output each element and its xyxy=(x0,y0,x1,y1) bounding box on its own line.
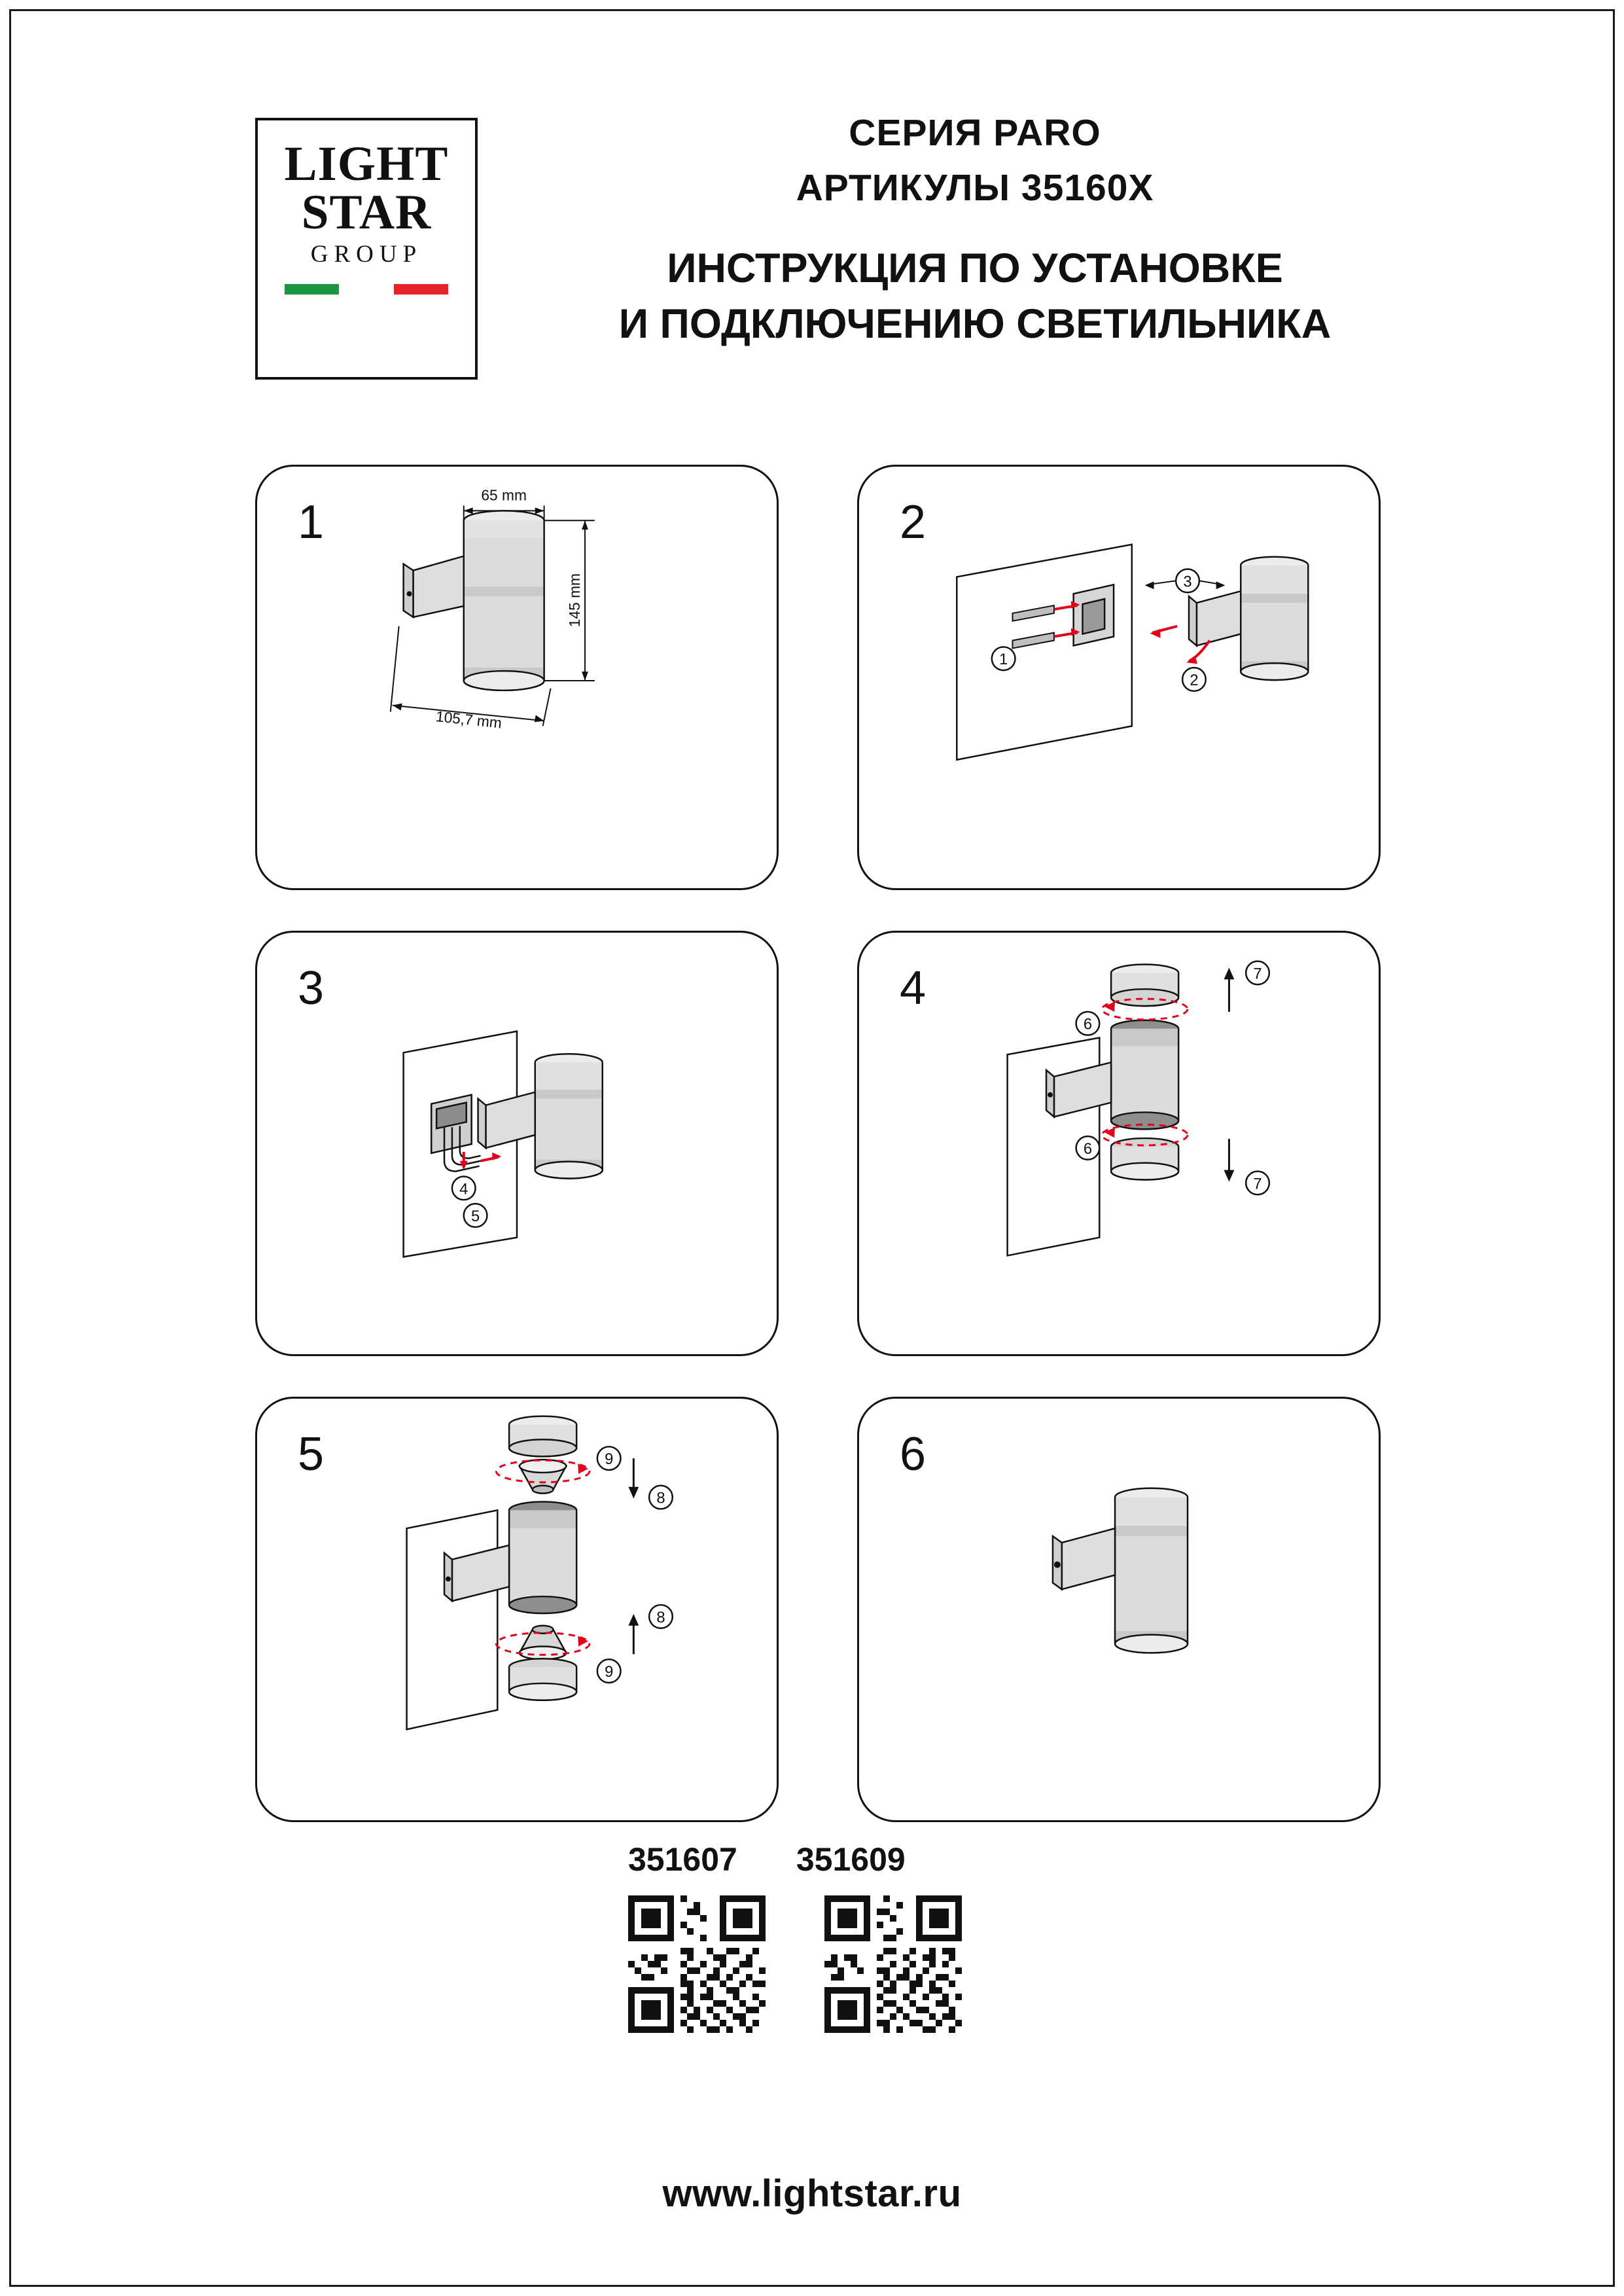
callout-3: 3 xyxy=(1183,573,1192,591)
callout-4: 4 xyxy=(459,1180,468,1198)
logo-line-2: STAR xyxy=(301,185,432,240)
step-4-figure xyxy=(859,933,1379,1354)
product-code-2: 351609 xyxy=(796,1841,906,1878)
document-title-line-2: И ПОДКЛЮЧЕНИЮ СВЕТИЛЬНИКА xyxy=(618,300,1332,347)
qr-code-351607[interactable] xyxy=(628,1895,766,2033)
qr-code-351609[interactable] xyxy=(824,1895,962,2033)
document-header xyxy=(255,111,1381,393)
callout-7-top: 7 xyxy=(1253,965,1262,983)
product-code-1: 351607 xyxy=(628,1841,737,1878)
callout-1: 1 xyxy=(999,651,1008,669)
steps-row-1 xyxy=(255,465,1381,890)
callout-8-top: 8 xyxy=(656,1489,665,1507)
steps-row-3 xyxy=(255,1397,1381,1822)
callout-2: 2 xyxy=(1190,671,1199,689)
steps-grid xyxy=(255,465,1381,1863)
step-card-5 xyxy=(255,1397,779,1822)
step-3-figure xyxy=(257,933,777,1354)
step-number-5: 5 xyxy=(298,1428,325,1480)
italian-flag-icon xyxy=(285,284,448,295)
article-label: АРТИКУЛЫ 35160X xyxy=(796,167,1154,209)
dimension-depth: 105,7 mm xyxy=(434,708,503,732)
step-1-figure xyxy=(257,467,777,888)
logo-line-1: LIGHT xyxy=(284,137,449,191)
brand-logo xyxy=(255,118,478,380)
product-codes-block xyxy=(628,1840,1021,2033)
step-number-1: 1 xyxy=(298,496,325,548)
callout-6-top: 6 xyxy=(1083,1015,1093,1033)
website-url[interactable]: www.lightstar.ru xyxy=(662,2172,962,2215)
step-card-1 xyxy=(255,465,779,890)
step-number-4: 4 xyxy=(900,962,927,1014)
dimension-height: 145 mm xyxy=(566,573,584,628)
step-6-figure xyxy=(859,1399,1379,1820)
step-number-6: 6 xyxy=(900,1428,927,1480)
step-number-2: 2 xyxy=(900,496,927,548)
callout-9-bottom: 9 xyxy=(605,1663,614,1681)
callout-8-bottom: 8 xyxy=(656,1608,665,1626)
step-2-figure xyxy=(859,467,1379,888)
header-text-block xyxy=(569,111,1381,350)
callout-5: 5 xyxy=(470,1207,480,1225)
step-number-3: 3 xyxy=(298,962,325,1014)
series-label: СЕРИЯ PARO xyxy=(849,112,1101,154)
document-title-line-1: ИНСТРУКЦИЯ ПО УСТАНОВКЕ xyxy=(667,245,1283,291)
step-card-4 xyxy=(857,931,1381,1356)
step-5-figure xyxy=(257,1399,777,1820)
dimension-width: 65 mm xyxy=(481,486,527,504)
callout-9-top: 9 xyxy=(605,1450,614,1469)
callout-7-bottom: 7 xyxy=(1253,1175,1262,1193)
step-card-6 xyxy=(857,1397,1381,1822)
step-card-3 xyxy=(255,931,779,1356)
step-card-2 xyxy=(857,465,1381,890)
callout-6-bottom: 6 xyxy=(1083,1139,1093,1158)
logo-group-label: GROUP xyxy=(310,241,423,268)
steps-row-2 xyxy=(255,931,1381,1356)
